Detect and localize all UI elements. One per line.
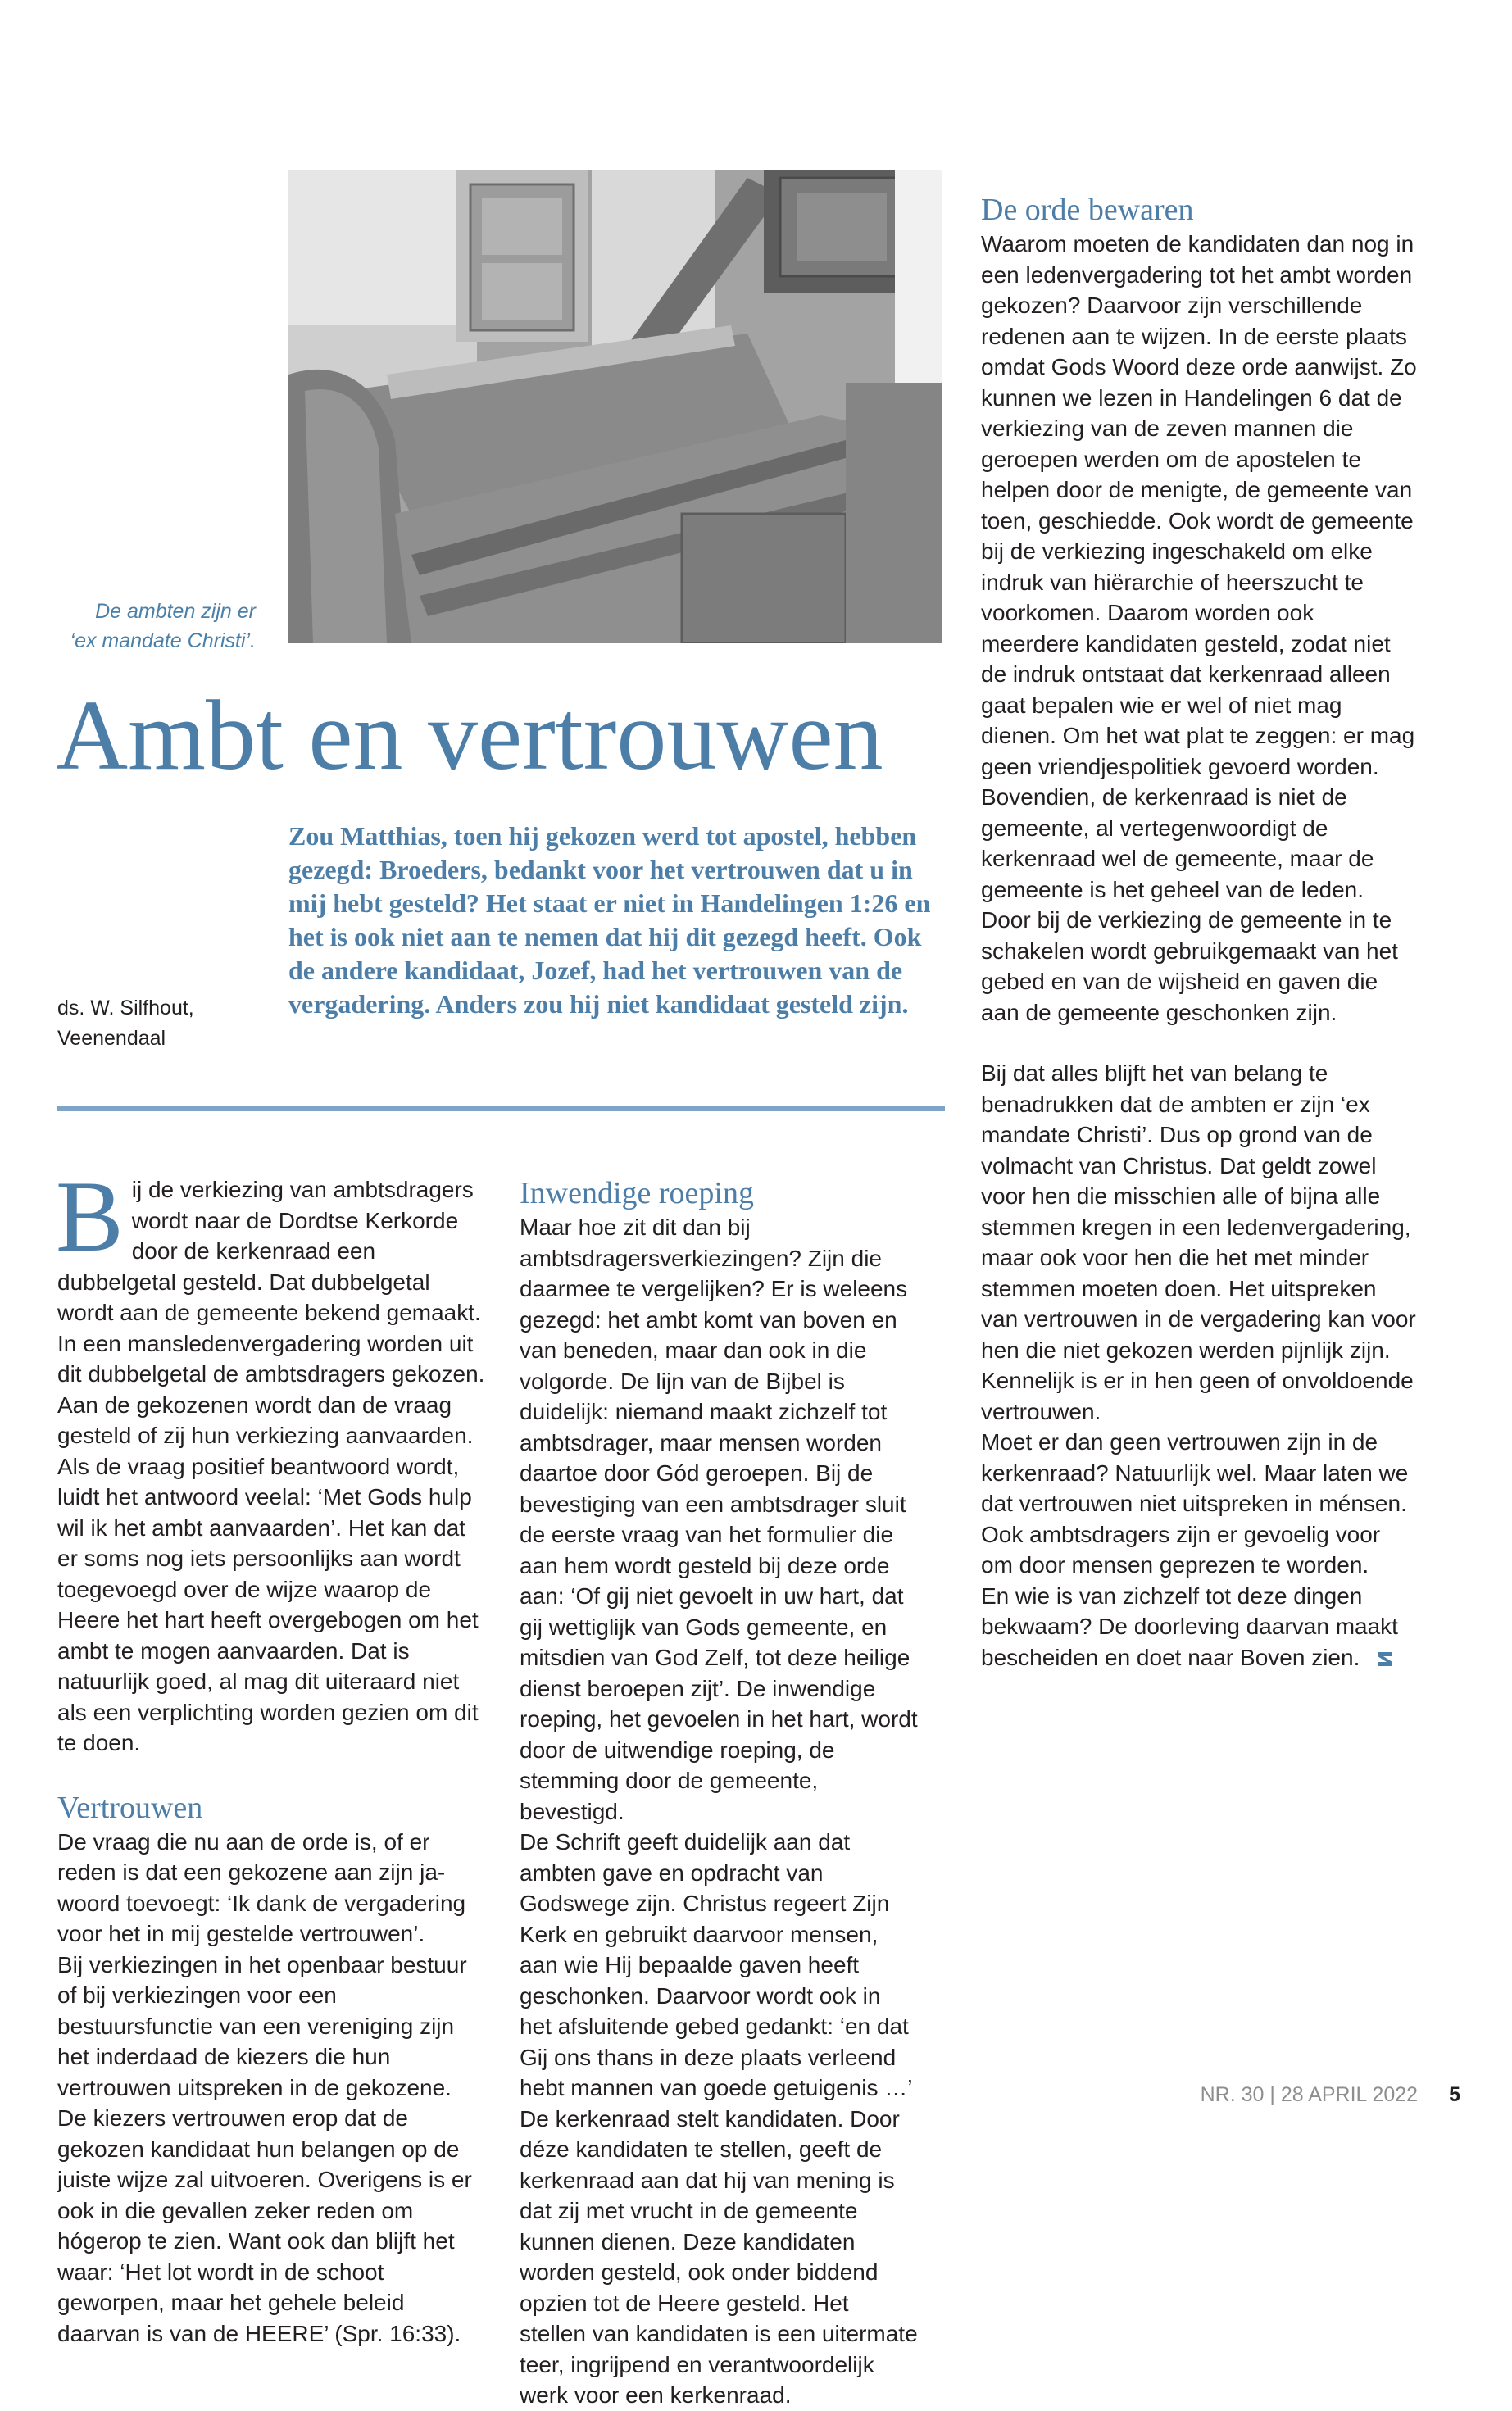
paragraph-7: Bij dat alles blijft het van belang te benadrukken dat de ambten er zijn ‘ex mandate Christi’. Dus op grond van de volmacht van Christus. Dat geldt zowel voor hen die misschien alle of bijna alle stemmen kregen in een ledenvergadering, maar ook voor hen die het met minder stemmen moeten doen. Het uitspreken van vertrouwen in de vergadering kan voor hen die niet gekozen werden pijnlijk zijn. Kennelijk is er in hen geen of onvoldoende vertrouwen. xyxy=(981,1060,1416,1424)
article-intro: Zou Matthias, toen hij gekozen werd tot apostel, hebben gezegd: Broeders, bedankt voor het vertrouwen dat u in mij hebt gesteld? Het staat er niet in Handelingen 1:26 en het is ook niet aan te nemen dat hij dit gezegd heeft. Ook de andere kandidaat, Jozef, had het vertrouwen van de vergadering. Anders zou hij niet kandidaat gesteld zijn. xyxy=(288,821,931,1019)
subheading-vertrouwen: Vertrouwen xyxy=(57,1790,203,1825)
article-column-1 xyxy=(56,1160,485,2349)
author-byline xyxy=(57,993,270,1054)
paragraph-6: Waarom moeten de kandidaten dan nog in een ledenvergadering tot het ambt worden gekozen? Daarvoor zijn verschillende redenen aan te wijzen. In de eerste plaats omdat Gods Woord deze orde aanwijst. Zo kunnen we lezen in Handelingen 6 dat de verkiezing van de zeven mannen die geroepen werden om de apostelen te helpen door de menigte, de gemeente van toen, geschiedde. Ook wordt de gemeente bij de verkiezing ingeschakeld om elke indruk van hiërarchie of heerszucht te voorkomen. Daarom worden ook meerdere kandidaten gesteld, zodat niet de indruk ontstaat dat kerkenraad alleen gaat bepalen wie er wel of niet mag dienen. Om het wat plat te zeggen: er mag geen vriendjespolitiek gevoerd worden. Bovendien, de kerkenraad is niet de gemeente, al vertegenwoordigt de kerkenraad wel de gemeente, maar de gemeente is het geheel van de leden. Door bij de verkiezing de gemeente in te schakelen wordt gebruikgemaakt van het gebed en van de wijsheid en gaven die aan de gemeente geschonken zijn. xyxy=(981,231,1417,1025)
article-column-3 xyxy=(981,161,1418,1673)
end-of-article-icon xyxy=(1374,1649,1396,1669)
paragraph-4: Maar hoe zit dit dan bij ambtsdragersverkiezingen? Zijn die daarmee te vergelijken? Er is weleens gezegd: het ambt komt van boven en van beneden, maar dan ook in die volgorde. De lijn van de Bijbel is duidelijk: niemand maakt zichzelf tot ambtsdrager, maar mensen worden daartoe door Gód geroepen. Bij de bevestiging van een ambtsdrager sluit de eerste vraag van het formulier die aan hem wordt gesteld bij deze orde aan: ‘Of gij niet gevoelt in uw hart, dat gij wettiglijk van Gods gemeente, en mitsdien van God Zelf, tot deze heilige dienst beroepen zijt’. De inwendige roeping, het gevoelen in het hart, wordt door de uitwendige roeping, de stemming door de gemeente, bevestigd. xyxy=(520,1215,918,1824)
photo-caption xyxy=(57,597,256,656)
paragraph-opening xyxy=(56,1160,485,1759)
article-column-2 xyxy=(520,1174,918,2411)
issue-info: NR. 30 | 28 APRIL 2022 xyxy=(1200,2083,1419,2106)
caption-line-1: De ambten zijn er xyxy=(95,600,256,623)
paragraph-2: De vraag die nu aan de orde is, of er reden is dat een gekozene aan zijn ja-woord toevoegt: ‘Ik dank de vergadering voor het in mij gestelde vertrouwen’. xyxy=(57,1828,466,1946)
paragraph-9: En wie is van zichzelf tot deze dingen bekwaam? De doorleving daarvan maakt bescheiden en doet naar Boven zien. xyxy=(981,1582,1398,1670)
paragraph-8: Moet er dan geen vertrouwen zijn in de kerkenraad? Natuurlijk wel. Maar laten we dat vertrouwen niet uitspreken in ménsen. Ook ambtsdragers zijn er gevoelig voor om door mensen geprezen te worden. xyxy=(981,1429,1409,1578)
article-photo xyxy=(288,170,942,643)
paragraph-3: Bij verkiezingen in het openbaar bestuur of bij verkiezingen voor een bestuursfunctie van een vereniging zijn het inderdaad de kiezers die hun vertrouwen uitspreken in de gekozene. De kiezers vertrouwen erop dat de gekozen kandidaat hun belangen op de juiste wijze zal uitvoeren. Overigens is er ook in die gevallen zeker reden om hógerop te zien. Want ook dan blijft het waar: ‘Het lot wordt in de schoot geworpen, maar het gehele beleid daarvan is van de HEERE’ (Spr. 16:33). xyxy=(57,1951,472,2346)
subheading-inwendige-roeping: Inwendige roeping xyxy=(520,1176,754,1210)
article-title: Ambt en vertrouwen xyxy=(56,680,883,791)
page-footer xyxy=(1201,2083,1460,2107)
author-place: Veenendaal xyxy=(57,1027,166,1050)
page-number: 5 xyxy=(1449,2083,1460,2106)
paragraph-1-text: ij de verkiezing van ambtsdragers wordt naar de Dordtse Kerkorde door de kerkenraad een dubbelgetal gesteld. Dat dubbelgetal wordt aan de gemeente bekend gemaakt. In een mansledenvergadering worden uit dit dubbelgetal de ambtsdragers gekozen. Aan de gekozenen wordt dan de vraag gesteld of zij hun verkiezing aanvaarden. Als de vraag positief beantwoord wordt, luidt het antwoord veelal: ‘Met Gods hulp wil ik het ambt aanvaarden’. Het kan dat er soms nog iets persoonlijks aan wordt toegevoegd over de wijze waarop de Heere het hart heeft overgebogen om het ambt te mogen aanvaarden. Dat is natuurlijk goed, al mag dit uiteraard niet als een verplichting worden gezien om dit te doen. xyxy=(57,1177,485,1755)
author-name: ds. W. Silfhout, xyxy=(57,997,194,1019)
drop-cap: B xyxy=(56,1160,124,1273)
caption-line-2: ‘ex mandate Christi’. xyxy=(70,629,256,652)
paragraph-5: De Schrift geeft duidelijk aan dat ambten gave en opdracht van Godswege zijn. Christus regeert Zijn Kerk en gebruikt daarvoor mensen, aan wie Hij bepaalde gaven heeft geschonken. Daarvoor wordt ook in het afsluitende gebed gedankt: ‘en dat Gij ons thans in deze plaats verleend hebt mannen van goede getuigenis …’ De kerkenraad stelt kandidaten. Door déze kandidaten te stellen, geeft de kerkenraad aan dat hij van mening is dat zij met vrucht in de gemeente kunnen dienen. Deze kandidaten worden gesteld, ook onder biddend opzien tot de Heere gesteld. Het stellen van kandidaten is een uitermate teer, ingrijpend en verantwoordelijk werk voor een kerkenraad. xyxy=(520,1829,918,2408)
title-divider xyxy=(57,1106,945,1111)
church-interior-image xyxy=(288,170,942,643)
subheading-orde-bewaren: De orde bewaren xyxy=(981,193,1194,227)
